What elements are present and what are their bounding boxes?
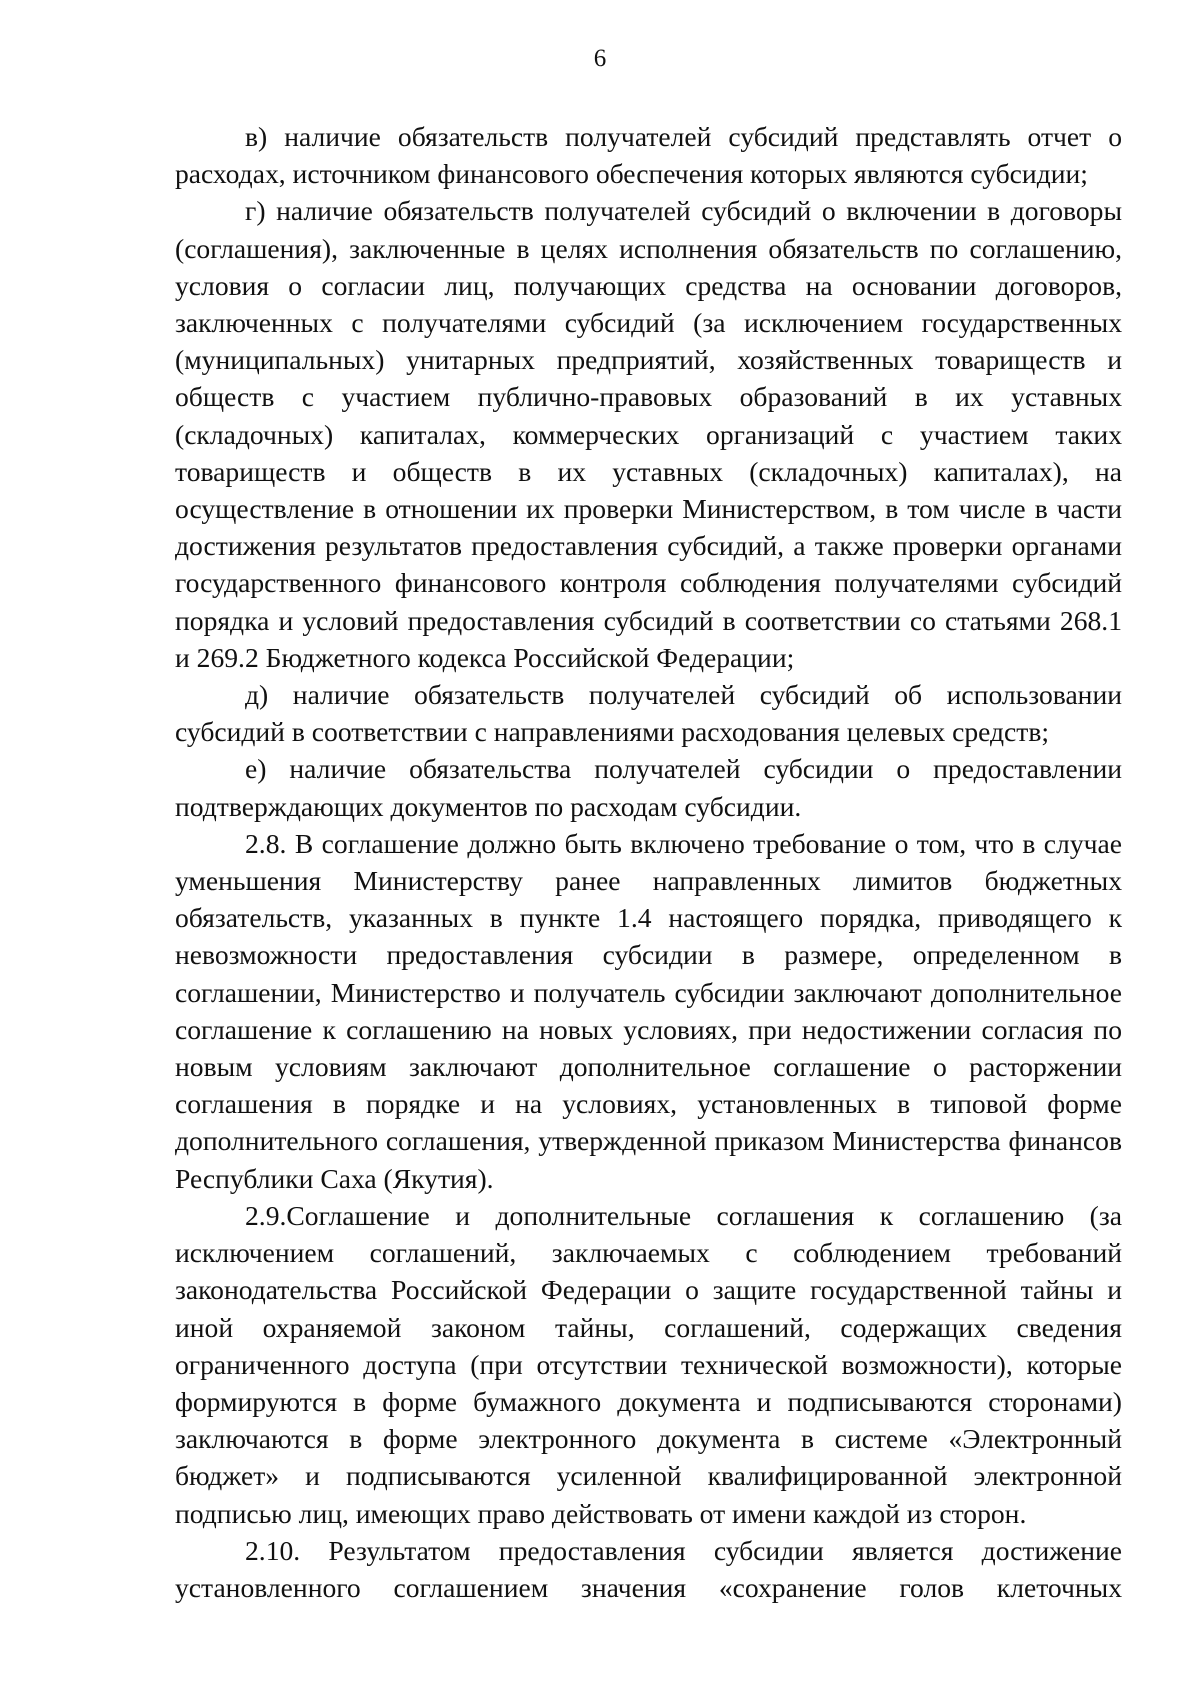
page-number: 6 <box>593 45 607 72</box>
paragraph-2-8: 2.8. В соглашение должно быть включено требование о том, что в случае уменьшения Министерству ранее направленных лимитов бюджетных обязательств, указанных в пункте 1.4 настоящего порядка, приводящего к невозможности предоставления субсидии в размере, определенном в соглашении, Министерство и получатель субсидии заключают дополнительное соглашение к соглашению на новых условиях, при недостижении согласия по новым условиям заключают дополнительное соглашение о расторжении соглашения в порядке и на условиях, установленных в типовой форме дополнительного соглашения, утвержденной приказом Министерства финансов Республики Саха (Якутия). <box>175 827 1122 1194</box>
document-body <box>175 118 1122 1606</box>
paragraph-2-9: 2.9.Соглашение и дополнительные соглашения к соглашению (за исключением соглашений, заключаемых с соблюдением требований законодательства Российской Федерации о защите государственной тайны и иной охраняемой законом тайны, соглашений, содержащих сведения ограниченного доступа (при отсутствии технической возможности), которые формируются в форме бумажного документа и подписываются сторонами) заключаются в форме электронного документа в системе «Электронный бюджет» и подписываются усиленной квалифицированной электронной подписью лиц, имеющих право действовать от имени каждой из сторон. <box>175 1199 1122 1529</box>
paragraph-e-supporting-documents: е) наличие обязательства получателей субсидии о предоставлении подтверждающих документов по расходам субсидии. <box>175 753 1122 822</box>
paragraph-2-10: 2.10. Результатом предоставления субсидии является достижение установленного соглашением значения «сохранение голов клеточных <box>175 1534 1122 1603</box>
paragraph-d-use-of-subsidies: д) наличие обязательств получателей субсидий об использовании субсидий в соответствии с направлениями расходования целевых средств; <box>175 679 1122 748</box>
paragraph-v-report-obligation: в) наличие обязательств получателей субсидий представлять отчет о расходах, источником финансового обеспечения которых являются субсидии; <box>175 121 1122 190</box>
paragraph-g-contract-conditions: г) наличие обязательств получателей субсидий о включении в договоры (соглашения), заключенные в целях исполнения обязательств по соглашению, условия о согласии лиц, получающих средства на основании договоров, заключенных с получателями субсидий (за исключением государственных (муниципальных) унитарных предприятий, хозяйственных товариществ и обществ с участием публично-правовых образований в их уставных (складочных) капиталах, коммерческих организаций с участием таких товариществ и обществ в их уставных (складочных) капиталах), на осуществление в отношении их проверки Министерством, в том числе в части достижения результатов предоставления субсидий, а также проверки органами государственного финансового контроля соблюдения получателями субсидий порядка и условий предоставления субсидий в соответствии со статьями 268.1 и 269.2 Бюджетного кодекса Российской Федерации; <box>175 195 1122 673</box>
